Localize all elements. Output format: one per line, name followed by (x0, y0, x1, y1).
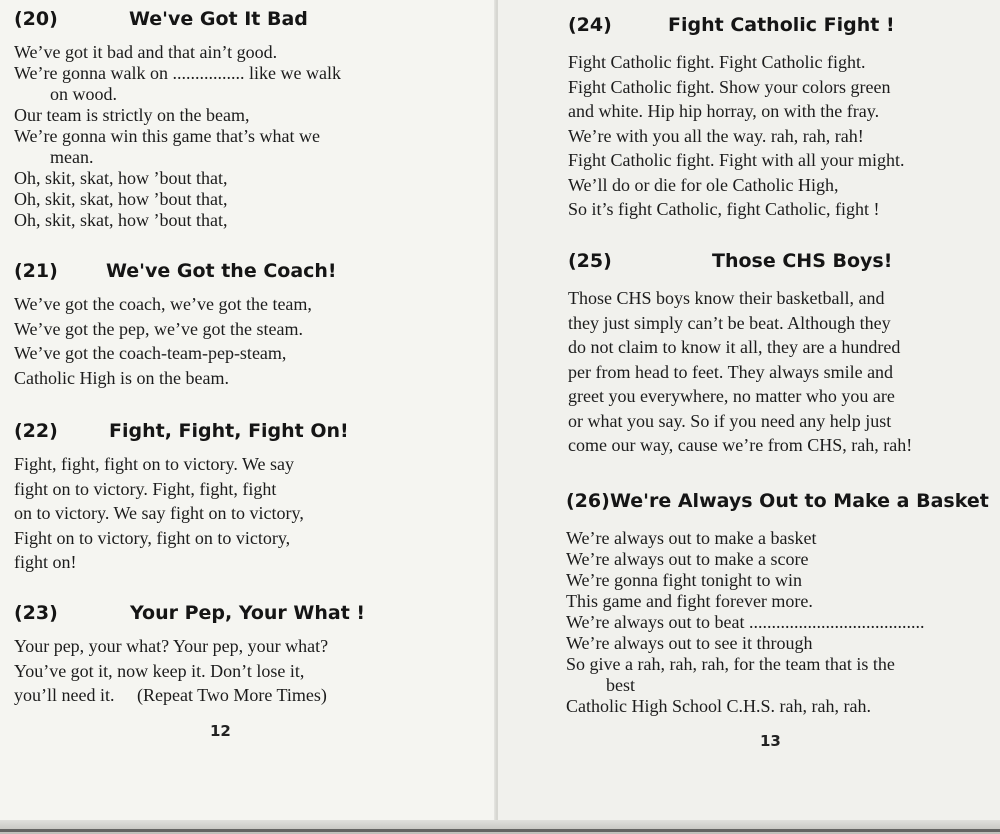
song-title: We're Always Out to Make a Basket (610, 490, 989, 512)
song-title: We've Got the Coach! (106, 260, 337, 282)
lyric-line: Your pep, your what? Your pep, your what? (14, 636, 329, 656)
song-24 (568, 14, 988, 222)
song-heading (566, 490, 990, 520)
song-number: (20) (14, 8, 58, 30)
book-bottom-edge (0, 820, 1000, 834)
song-23 (14, 602, 484, 708)
song-heading (14, 602, 484, 632)
lyric-line: We’ve got it bad and that ain’t good. (14, 42, 278, 62)
song-number: (25) (568, 250, 612, 272)
lyric-line: and white. Hip hip horray, on with the fray. (568, 101, 880, 121)
song-number: (21) (14, 260, 58, 282)
lyric-line: We’re always out to beat ....................................... (566, 612, 925, 632)
lyric-line: We’re always out to make a basket (566, 528, 817, 548)
lyric-line: on wood. (50, 84, 117, 104)
lyric-line: Catholic High is on the beam. (14, 367, 229, 388)
song-title: Those CHS Boys! (712, 250, 893, 272)
lyric-line: Those CHS boys know their basketball, and (568, 288, 885, 308)
lyric-line: they just simply can’t be beat. Although they (568, 312, 891, 333)
song-title: Your Pep, Your What ! (130, 602, 366, 624)
song-heading (14, 260, 484, 290)
song-21 (14, 260, 484, 390)
lyric-line: do not claim to know it all, they are a hundred (568, 337, 901, 357)
song-lyrics (14, 42, 484, 231)
lyric-line: We’re always out to see it through (566, 633, 813, 653)
lyric-line: Oh, skit, skat, how ’bout that, (14, 210, 228, 230)
song-lyrics (14, 452, 484, 575)
lyric-line: We’re always out to make a score (566, 549, 809, 569)
song-25 (568, 250, 988, 458)
lyric-line: or what you say. So if you need any help just (568, 410, 892, 431)
song-20 (14, 8, 484, 231)
song-heading (14, 420, 484, 450)
song-lyrics (14, 634, 484, 708)
song-lyrics (14, 292, 484, 390)
page-number: 13 (760, 732, 781, 750)
lyric-line: Oh, skit, skat, how ’bout that, (14, 189, 228, 209)
lyric-line: per from head to feet. They always smile and (568, 361, 894, 382)
song-lyrics (568, 286, 988, 458)
lyric-line: come our way, cause we’re from CHS, rah, rah! (568, 435, 913, 455)
song-heading (568, 250, 988, 280)
lyric-line: on to victory. We say fight on to victory, (14, 503, 304, 523)
song-lyrics (566, 528, 990, 717)
lyric-line: Fight Catholic fight. Show your colors green (568, 76, 891, 97)
song-26 (566, 490, 990, 717)
song-heading (568, 14, 988, 44)
song-title: Fight Catholic Fight ! (668, 14, 895, 36)
song-number: (23) (14, 602, 58, 624)
page-number: 12 (210, 722, 231, 740)
lyric-line: Our team is strictly on the beam, (14, 105, 250, 125)
song-number: (24) (568, 14, 612, 36)
lyric-line: We’re with you all the way. rah, rah, rah! (568, 125, 864, 146)
lyric-line: We’ll do or die for ole Catholic High, (568, 174, 839, 195)
lyric-line: Fight on to victory, fight on to victory, (14, 527, 291, 548)
song-title: We've Got It Bad (129, 8, 308, 30)
song-title: Fight, Fight, Fight On! (109, 420, 349, 442)
lyric-line: Catholic High School C.H.S. rah, rah, rah. (566, 696, 871, 716)
song-number: (22) (14, 420, 58, 442)
lyric-line: We’re gonna fight tonight to win (566, 570, 803, 590)
lyric-line: fight on! (14, 552, 77, 572)
lyric-line: We’re gonna walk on ................ like we walk (14, 63, 341, 83)
right-page (498, 0, 1000, 834)
lyric-line: greet you everywhere, no matter who you are (568, 386, 895, 406)
song-22 (14, 420, 484, 575)
lyric-line: We’re gonna win this game that’s what we (14, 126, 320, 146)
lyric-line: So it’s fight Catholic, fight Catholic, fight ! (568, 199, 880, 219)
left-page (0, 0, 496, 834)
song-number: (26) (566, 490, 610, 512)
song-lyrics (568, 50, 988, 222)
lyric-line: So give a rah, rah, rah, for the team that is the (566, 654, 895, 674)
lyric-line: We’ve got the coach, we’ve got the team, (14, 294, 312, 314)
lyric-line: This game and fight forever more. (566, 591, 813, 611)
song-heading (14, 8, 484, 38)
lyric-line: We’ve got the coach-team-pep-steam, (14, 343, 287, 363)
lyric-line: best (606, 675, 635, 695)
lyric-line: We’ve got the pep, we’ve got the steam. (14, 318, 303, 339)
lyric-line: mean. (50, 147, 94, 167)
lyric-line: Oh, skit, skat, how ’bout that, (14, 168, 228, 188)
lyric-line: Fight, fight, fight on to victory. We say (14, 454, 295, 474)
lyric-line: fight on to victory. Fight, fight, fight (14, 478, 277, 499)
lyric-line: Fight Catholic fight. Fight with all your might. (568, 150, 905, 170)
lyric-line: You’ve got it, now keep it. Don’t lose it, (14, 660, 305, 681)
lyric-line: you’ll need it. (Repeat Two More Times) (14, 685, 327, 705)
lyric-line: Fight Catholic fight. Fight Catholic fight. (568, 52, 866, 72)
